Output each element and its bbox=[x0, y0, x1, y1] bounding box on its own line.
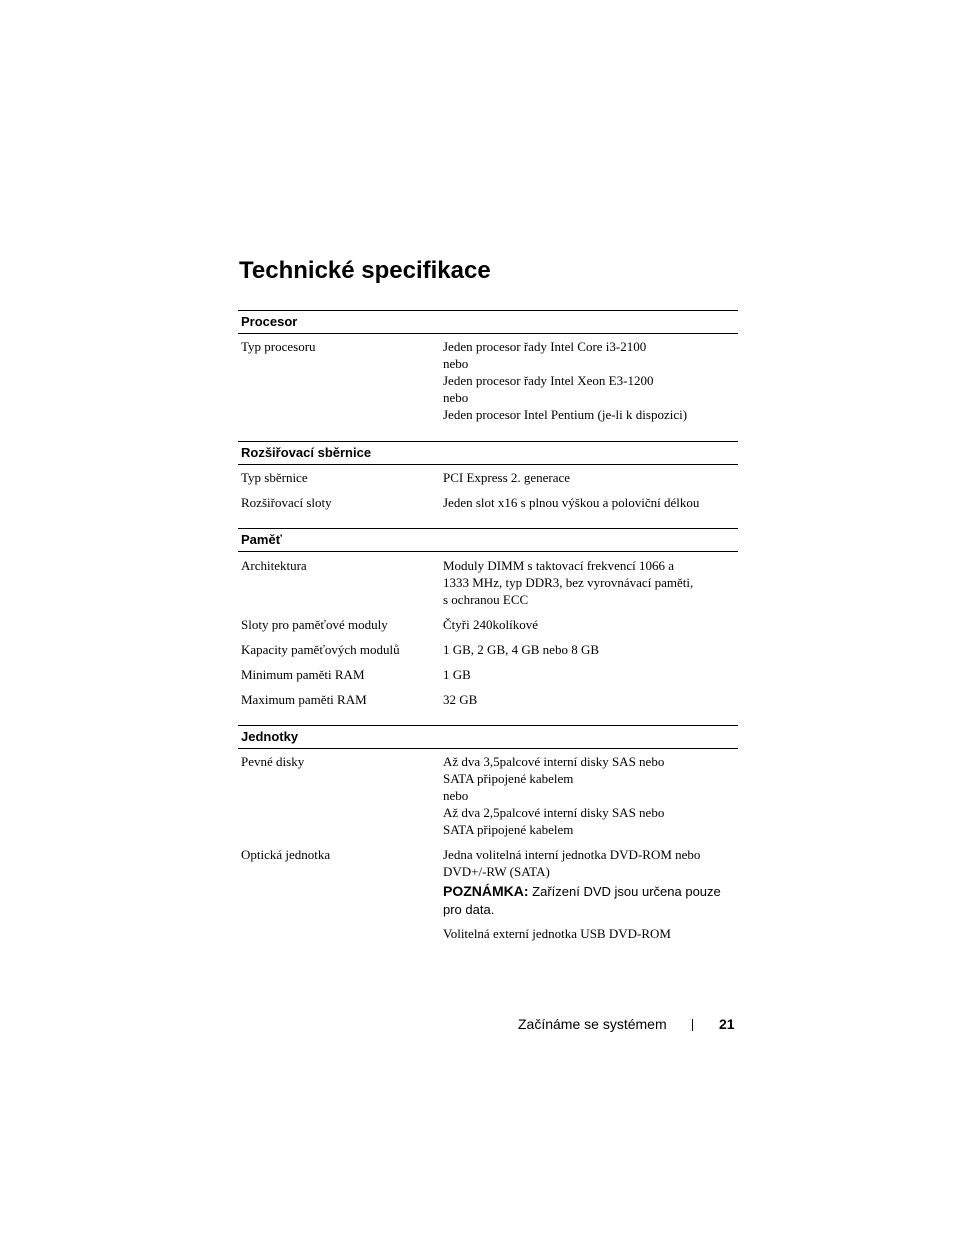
section-header-drives bbox=[238, 725, 738, 749]
spec-value-line: Jedna volitelná interní jednotka DVD-ROM nebo bbox=[443, 847, 701, 862]
spec-value-line: Čtyři 240kolíkové bbox=[443, 617, 538, 632]
section-header-expansion-bus bbox=[238, 441, 738, 465]
spec-label: Sloty pro paměťové moduly bbox=[241, 617, 388, 632]
section-heading: Rozšiřovací sběrnice bbox=[241, 445, 372, 460]
section-header-processor bbox=[238, 310, 738, 334]
spec-value-line: Volitelná externí jednotka USB DVD-ROM bbox=[443, 926, 671, 941]
spec-value-line: PCI Express 2. generace bbox=[443, 470, 571, 485]
spec-value-line: 1 GB bbox=[443, 667, 471, 682]
page-number: 21 bbox=[719, 1016, 735, 1032]
spec-value-line: 1 GB, 2 GB, 4 GB nebo 8 GB bbox=[443, 642, 600, 657]
note-text: Zařízení DVD jsou určena pouze pro data. bbox=[443, 884, 721, 917]
spec-value-line: DVD+/-RW (SATA) bbox=[443, 864, 550, 879]
spec-value-line: nebo bbox=[443, 390, 469, 405]
note-box bbox=[443, 882, 733, 919]
spec-value-line: Až dva 2,5palcové interní disky SAS nebo bbox=[443, 805, 665, 820]
spec-label: Kapacity paměťových modulů bbox=[241, 642, 400, 657]
footer-separator bbox=[692, 1019, 693, 1031]
section-heading: Procesor bbox=[241, 314, 298, 329]
note-label: POZNÁMKA: bbox=[443, 883, 529, 899]
footer-section-name: Začínáme se systémem bbox=[518, 1016, 667, 1032]
page-title: Technické specifikace bbox=[239, 257, 491, 284]
section-heading: Paměť bbox=[241, 532, 282, 547]
spec-value-line: SATA připojené kabelem bbox=[443, 822, 574, 837]
spec-label: Architektura bbox=[241, 558, 307, 573]
spec-value-line: SATA připojené kabelem bbox=[443, 771, 574, 786]
spec-label: Typ sběrnice bbox=[241, 470, 308, 485]
spec-value-line: nebo bbox=[443, 788, 469, 803]
spec-value-line: Jeden procesor řady Intel Core i3-2100 bbox=[443, 339, 647, 354]
section-header-memory bbox=[238, 528, 738, 552]
spec-value-line: 1333 MHz, typ DDR3, bez vyrovnávací paměti, bbox=[443, 575, 694, 590]
spec-label: Rozšiřovací sloty bbox=[241, 495, 332, 510]
spec-value-line: nebo bbox=[443, 356, 469, 371]
spec-value-line: Moduly DIMM s taktovací frekvencí 1066 a bbox=[443, 558, 675, 573]
spec-label: Optická jednotka bbox=[241, 847, 331, 862]
spec-value-line: 32 GB bbox=[443, 692, 478, 707]
spec-value-line: Jeden procesor Intel Pentium (je-li k dispozici) bbox=[443, 407, 688, 422]
spec-value-line: Jeden procesor řady Intel Xeon E3-1200 bbox=[443, 373, 654, 388]
spec-label: Minimum paměti RAM bbox=[241, 667, 365, 682]
spec-label: Pevné disky bbox=[241, 754, 305, 769]
spec-label: Typ procesoru bbox=[241, 339, 316, 354]
spec-label: Maximum paměti RAM bbox=[241, 692, 367, 707]
spec-value-line: Až dva 3,5palcové interní disky SAS nebo bbox=[443, 754, 665, 769]
spec-value-line: Jeden slot x16 s plnou výškou a poloviční délkou bbox=[443, 495, 700, 510]
spec-value-line: s ochranou ECC bbox=[443, 592, 529, 607]
section-heading: Jednotky bbox=[241, 729, 299, 744]
